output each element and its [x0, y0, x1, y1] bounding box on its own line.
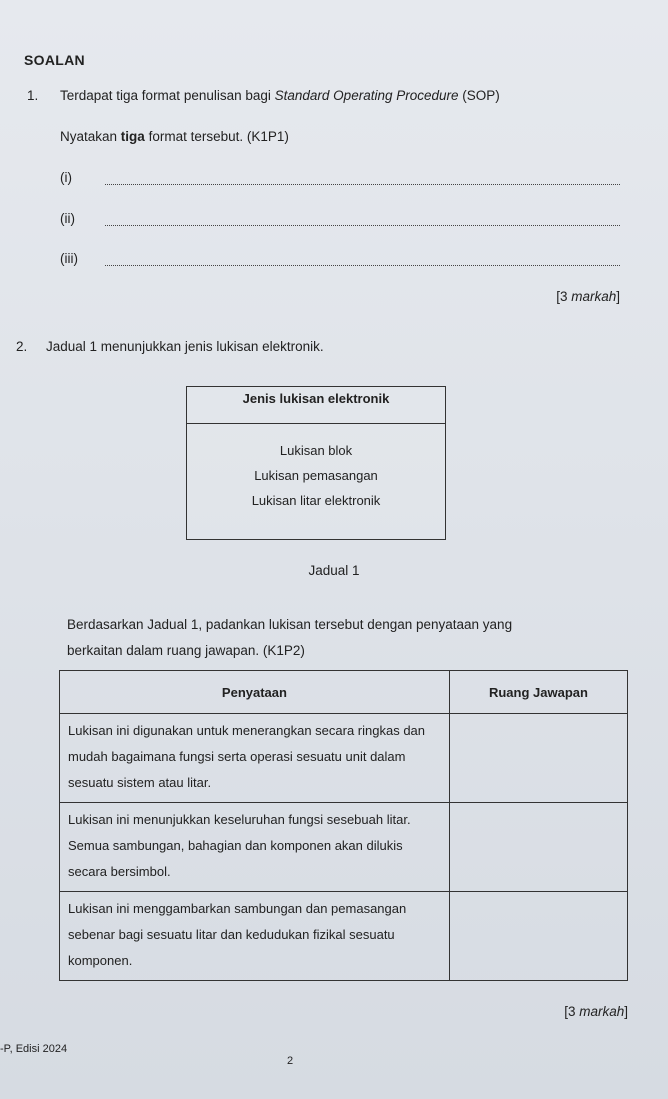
- question-1-marks: [556, 289, 620, 304]
- question-2-number: 2.: [16, 339, 28, 354]
- matching-table: [59, 670, 628, 981]
- statement-cell: Lukisan ini digunakan untuk menerangkan secara ringkas dan mudah bagaimana fungsi serta operasi sesuatu unit dalam sesuatu sistem atau litar.: [60, 714, 450, 803]
- page-number: 2: [287, 1055, 294, 1067]
- dotted-line-iii[interactable]: [105, 265, 620, 266]
- section-heading: SOALAN: [24, 52, 85, 68]
- table-row: [60, 714, 628, 803]
- question-1-text: [60, 88, 500, 103]
- drawing-type-item: Lukisan pemasangan: [254, 468, 378, 483]
- answer-cell[interactable]: [449, 803, 627, 892]
- marks-close: ]: [624, 1004, 628, 1019]
- table-caption: Jadual 1: [308, 563, 360, 578]
- drawing-type-item: Lukisan blok: [279, 443, 353, 458]
- question-1-text-end: (SOP): [458, 88, 500, 103]
- answer-cell[interactable]: [449, 714, 627, 803]
- question-2-marks: [564, 1004, 628, 1019]
- table-row: [60, 803, 628, 892]
- question-1-text-italic: Standard Operating Procedure: [274, 88, 459, 103]
- question-2-instruction-line-2: berkaitan dalam ruang jawapan. (K1P2): [67, 643, 305, 658]
- drawing-type-item: Lukisan litar elektronik: [251, 493, 381, 508]
- statement-cell: Lukisan ini menggambarkan sambungan dan pemasangan sebenar bagi sesuatu litar dan kedudukan fizikal sesuatu komponen.: [60, 892, 450, 981]
- column-header-answer: Ruang Jawapan: [449, 671, 627, 714]
- marks-open: [3: [556, 289, 572, 304]
- instruction-end: format tersebut. (K1P1): [144, 129, 289, 144]
- marks-close: ]: [616, 289, 620, 304]
- table-header-row: [60, 671, 628, 714]
- dotted-line-ii[interactable]: [105, 225, 620, 226]
- drawing-types-box: [186, 386, 446, 540]
- column-header-statement: Penyataan: [60, 671, 450, 714]
- question-1-text-start: Terdapat tiga format penulisan bagi: [60, 88, 275, 103]
- footer-edition: -P, Edisi 2024: [0, 1043, 68, 1055]
- answer-line-ii[interactable]: [60, 211, 620, 231]
- answer-line-iii[interactable]: [60, 251, 620, 271]
- answer-label-iii: (iii): [60, 251, 78, 266]
- instruction-start: Nyatakan: [60, 129, 121, 144]
- drawing-types-list: [187, 424, 445, 513]
- marks-open: [3: [564, 1004, 580, 1019]
- answer-line-i[interactable]: [60, 170, 620, 190]
- question-2-instruction-line-1: Berdasarkan Jadual 1, padankan lukisan tersebut dengan penyataan yang: [67, 617, 513, 632]
- dotted-line-i[interactable]: [105, 184, 620, 185]
- answer-cell[interactable]: [449, 892, 627, 981]
- question-1-number: 1.: [27, 88, 39, 103]
- marks-word: markah: [571, 289, 617, 304]
- instruction-bold: tiga: [120, 129, 145, 144]
- statement-cell: Lukisan ini menunjukkan keseluruhan fungsi sesebuah litar. Semua sambungan, bahagian dan komponen akan dilukis secara bersimbol.: [60, 803, 450, 892]
- marks-word: markah: [579, 1004, 625, 1019]
- drawing-types-header: Jenis lukisan elektronik: [187, 387, 445, 424]
- table-row: [60, 892, 628, 981]
- question-2-text: Jadual 1 menunjukkan jenis lukisan elektronik.: [46, 339, 324, 354]
- answer-label-ii: (ii): [60, 211, 75, 226]
- question-1-instruction: [60, 129, 289, 144]
- answer-label-i: (i): [60, 170, 72, 185]
